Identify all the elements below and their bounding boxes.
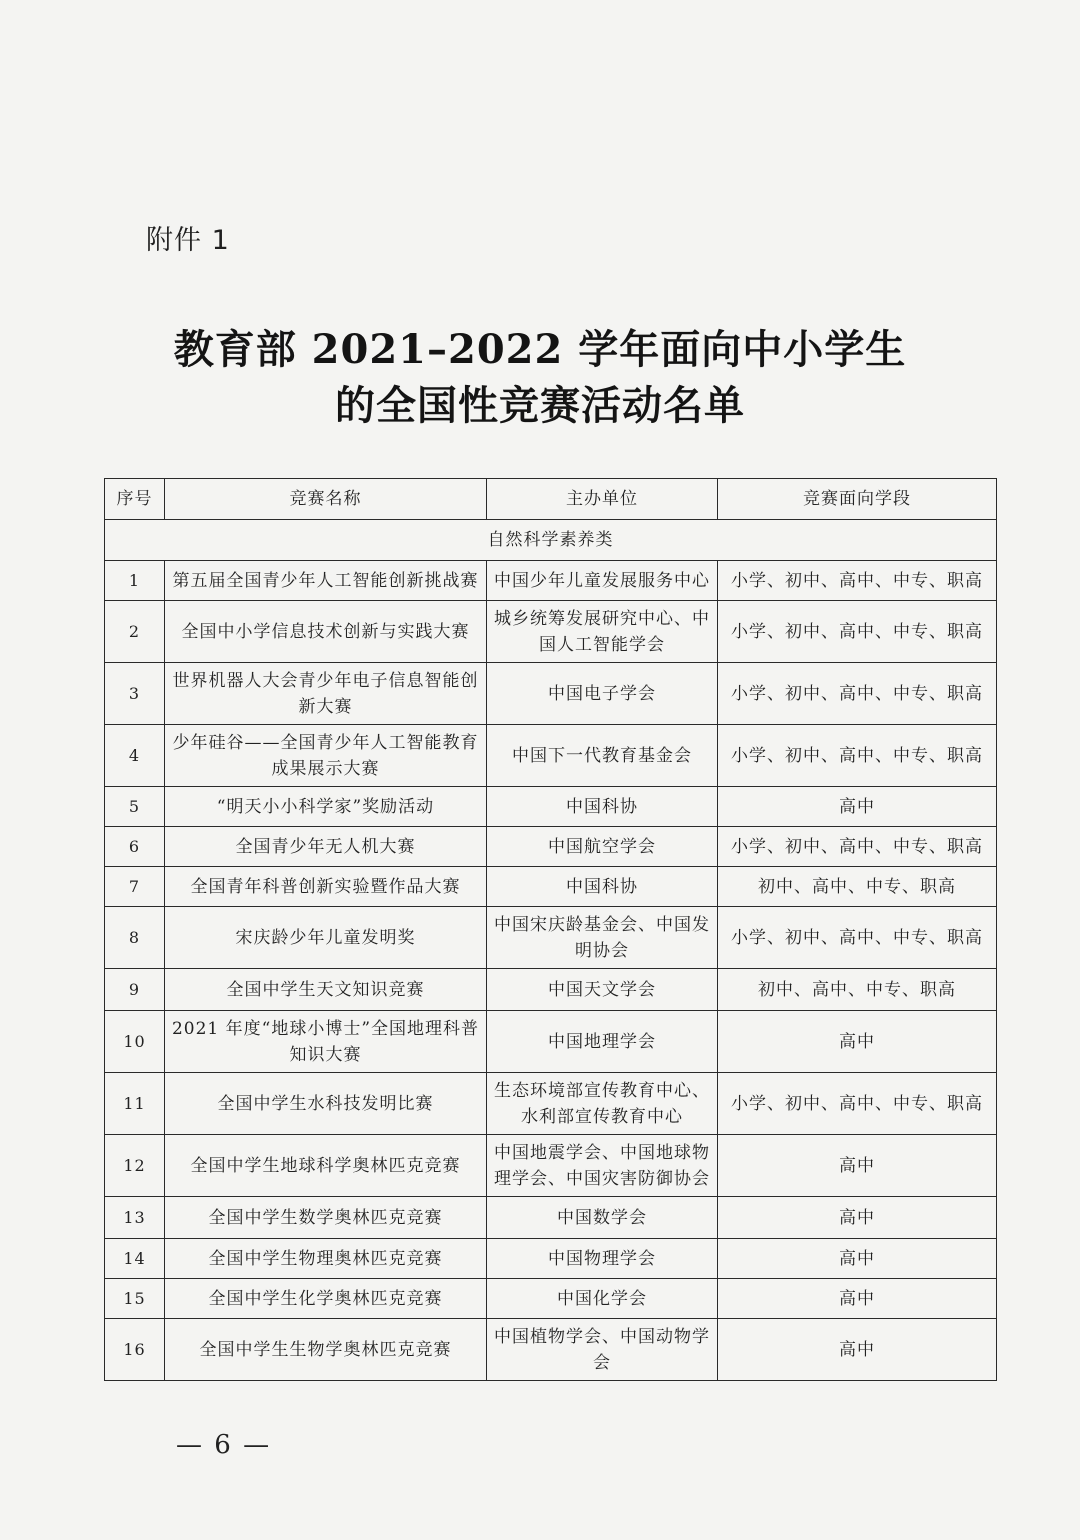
row-organizer: 城乡统筹发展研究中心、中国人工智能学会 [487,601,718,663]
row-name: 全国青少年无人机大赛 [165,827,487,867]
row-name: 全国中学生地球科学奥林匹克竞赛 [165,1135,487,1197]
table-row [105,969,997,1011]
header-level: 竞赛面向学段 [718,479,997,520]
header-name: 竞赛名称 [165,479,487,520]
row-organizer: 中国下一代教育基金会 [487,725,718,787]
row-no: 1 [105,561,165,601]
table-row [105,787,997,827]
table-row [105,663,997,725]
row-name: 全国中学生生物学奥林匹克竞赛 [165,1319,487,1381]
row-organizer: 中国科协 [487,867,718,907]
row-organizer: 中国地理学会 [487,1011,718,1073]
row-level: 小学、初中、高中、中专、职高 [718,663,997,725]
row-level: 高中 [718,1011,997,1073]
table-row [105,827,997,867]
row-no: 15 [105,1279,165,1319]
row-level: 高中 [718,1279,997,1319]
row-name: 全国中学生天文知识竞赛 [165,969,487,1011]
row-name: 全国中学生物理奥林匹克竞赛 [165,1239,487,1279]
row-no: 2 [105,601,165,663]
row-level: 小学、初中、高中、中专、职高 [718,827,997,867]
row-level: 高中 [718,1319,997,1381]
row-level: 初中、高中、中专、职高 [718,867,997,907]
row-name: 全国中学生水科技发明比赛 [165,1073,487,1135]
document-title-line-2: 的全国性竞赛活动名单 [335,382,745,429]
row-name: 全国青年科普创新实验暨作品大赛 [165,867,487,907]
table-row [105,1279,997,1319]
row-level: 高中 [718,1135,997,1197]
row-organizer: 中国电子学会 [487,663,718,725]
table-row [105,601,997,663]
row-organizer: 中国宋庆龄基金会、中国发明协会 [487,907,718,969]
row-name: 第五届全国青少年人工智能创新挑战赛 [165,561,487,601]
row-no: 11 [105,1073,165,1135]
row-level: 小学、初中、高中、中专、职高 [718,725,997,787]
header-no: 序号 [105,479,165,520]
category-label: 自然科学素养类 [105,520,997,561]
row-no: 12 [105,1135,165,1197]
row-no: 9 [105,969,165,1011]
row-level: 高中 [718,1239,997,1279]
competition-table [104,478,997,1381]
row-level: 小学、初中、高中、中专、职高 [718,907,997,969]
row-level: 初中、高中、中专、职高 [718,969,997,1011]
table-row [105,725,997,787]
table-header-row [105,479,997,520]
category-row [105,520,997,561]
row-no: 8 [105,907,165,969]
table-row [105,1135,997,1197]
table-row [105,1197,997,1239]
table-row [105,561,997,601]
row-no: 6 [105,827,165,867]
row-level: 小学、初中、高中、中专、职高 [718,601,997,663]
row-organizer: 中国天文学会 [487,969,718,1011]
row-name: “明天小小科学家”奖励活动 [165,787,487,827]
row-no: 14 [105,1239,165,1279]
row-name: 宋庆龄少年儿童发明奖 [165,907,487,969]
row-organizer: 中国植物学会、中国动物学会 [487,1319,718,1381]
row-name: 全国中学生数学奥林匹克竞赛 [165,1197,487,1239]
row-organizer: 中国物理学会 [487,1239,718,1279]
row-name: 世界机器人大会青少年电子信息智能创新大赛 [165,663,487,725]
row-name: 2021 年度“地球小博士”全国地理科普知识大赛 [165,1011,487,1073]
row-level: 小学、初中、高中、中专、职高 [718,561,997,601]
row-organizer: 中国数学会 [487,1197,718,1239]
header-organizer: 主办单位 [487,479,718,520]
document-title-line-1: 教育部 2021–2022 学年面向中小学生 [173,326,907,373]
row-organizer: 中国化学会 [487,1279,718,1319]
row-name: 全国中学生化学奥林匹克竞赛 [165,1279,487,1319]
table-row [105,907,997,969]
table-row [105,1319,997,1381]
table-row [105,867,997,907]
row-organizer: 中国少年儿童发展服务中心 [487,561,718,601]
row-no: 13 [105,1197,165,1239]
table-row [105,1011,997,1073]
row-level: 高中 [718,787,997,827]
row-level: 高中 [718,1197,997,1239]
row-no: 3 [105,663,165,725]
row-level: 小学、初中、高中、中专、职高 [718,1073,997,1135]
row-no: 16 [105,1319,165,1381]
table-row [105,1239,997,1279]
row-no: 5 [105,787,165,827]
row-name: 少年硅谷——全国青少年人工智能教育成果展示大赛 [165,725,487,787]
row-name: 全国中小学信息技术创新与实践大赛 [165,601,487,663]
row-no: 4 [105,725,165,787]
row-organizer: 中国航空学会 [487,827,718,867]
page-number: — 6 — [176,1430,272,1460]
table-row [105,1073,997,1135]
attachment-label: 附件 1 [146,225,230,256]
row-organizer: 中国科协 [487,787,718,827]
row-organizer: 生态环境部宣传教育中心、水利部宣传教育中心 [487,1073,718,1135]
row-no: 10 [105,1011,165,1073]
row-organizer: 中国地震学会、中国地球物理学会、中国灾害防御协会 [487,1135,718,1197]
row-no: 7 [105,867,165,907]
